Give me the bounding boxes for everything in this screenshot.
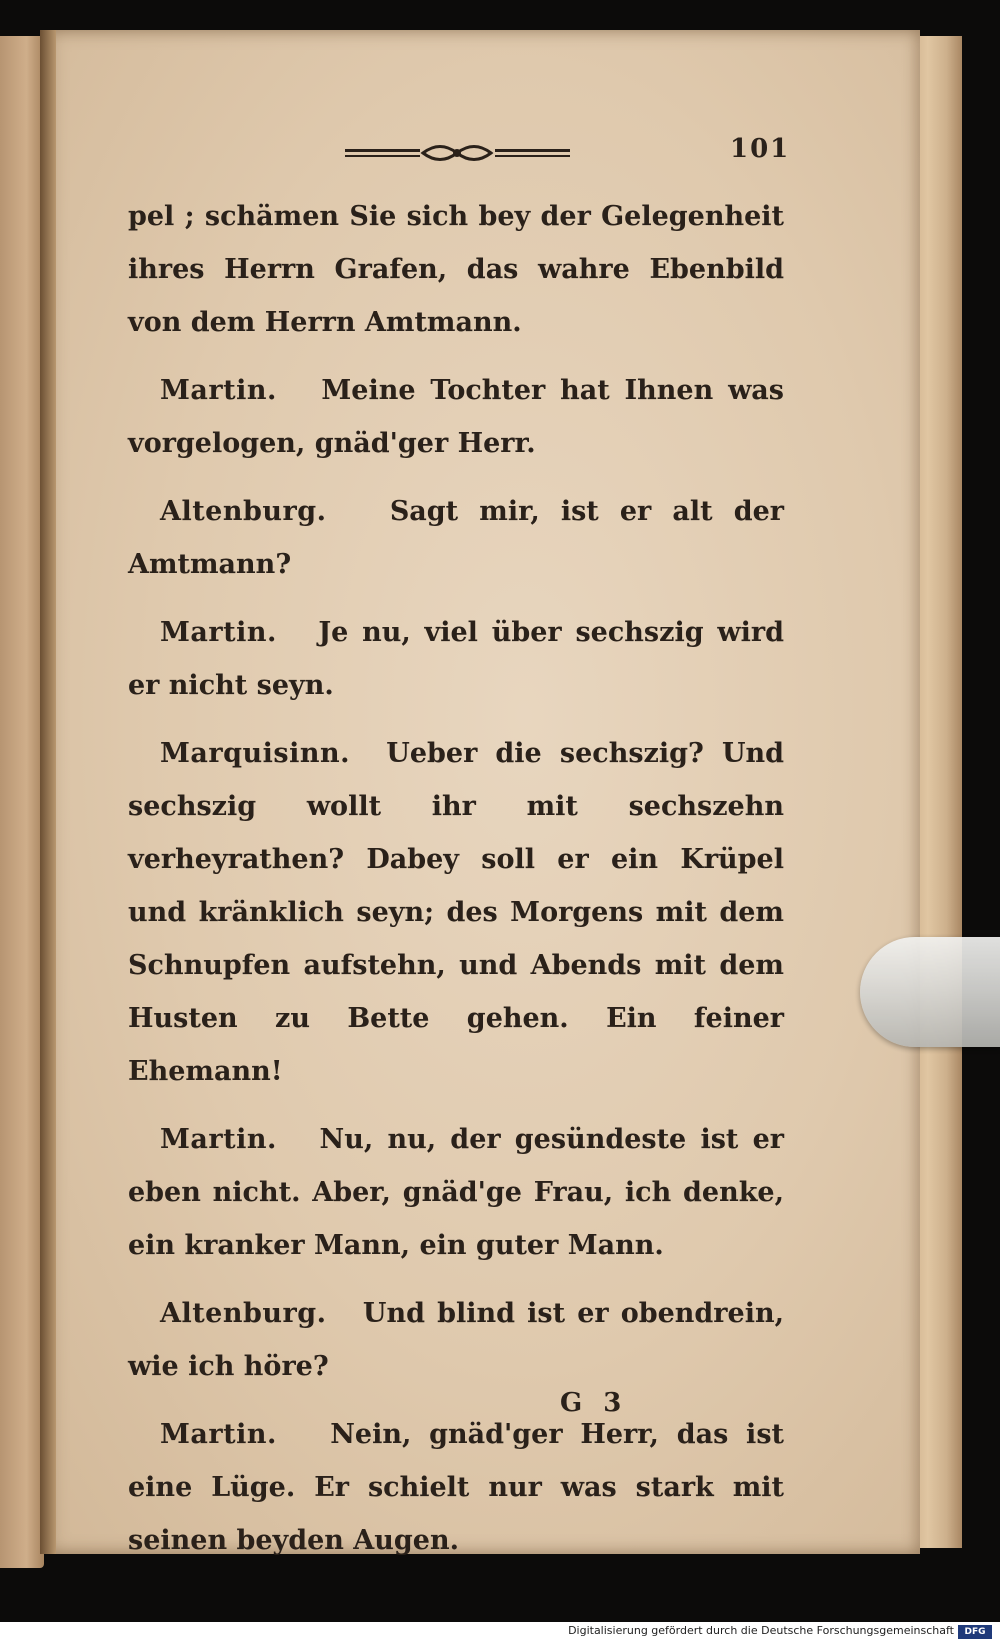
footer-credit: Digitalisierung gefördert durch die Deutsche Forschungsgemeinschaft — [568, 1624, 954, 1637]
dialogue-text: Je nu, viel über sechszig wird er nicht seyn. — [128, 617, 784, 701]
dfg-logo: DFG — [958, 1625, 992, 1639]
paragraph-text: pel ; schämen Sie sich bey der Gelegenheit ihres Herrn Grafen, das wahre Ebenbild von dem Herrn Amtmann. — [128, 201, 784, 338]
footer-bar — [0, 1622, 1000, 1642]
page-turn-tab[interactable] — [860, 937, 1000, 1047]
speaker-name: Marquisinn. — [160, 738, 350, 769]
dialogue-line — [128, 1408, 784, 1567]
dialogue-text: Meine Tochter hat Ihnen was vorgelogen, gnäd'ger Herr. — [128, 375, 785, 459]
page-text — [128, 190, 784, 1582]
previous-page-edge — [0, 36, 44, 1568]
paragraph — [128, 190, 784, 349]
book-gutter — [40, 30, 56, 1554]
dialogue-line — [128, 1287, 784, 1393]
header-ornament — [345, 138, 570, 168]
dialogue-line — [128, 727, 784, 1098]
dialogue-text: Sagt mir, ist er alt der Amtmann? — [128, 496, 784, 580]
speaker-name: Altenburg. — [160, 496, 327, 527]
speaker-name: Altenburg. — [160, 1298, 327, 1329]
dialogue-line — [128, 364, 784, 470]
speaker-name: Martin. — [160, 617, 277, 648]
dialogue-text: Nu, nu, der gesündeste ist er eben nicht. Aber, gnäd'ge Frau, ich denke, ein kranker Mann, ein guter Mann. — [128, 1124, 784, 1261]
dialogue-line — [128, 1113, 784, 1272]
speaker-name: Martin. — [160, 1419, 277, 1450]
page-number: 101 — [730, 134, 791, 164]
dialogue-text: Und blind ist er obendrein, wie ich höre? — [128, 1298, 784, 1382]
dialogue-line — [128, 485, 784, 591]
speaker-name: Martin. — [160, 1124, 277, 1155]
speaker-name: Martin. — [160, 375, 277, 406]
dialogue-text: Nein, gnäd'ger Herr, das ist eine Lüge. Er schielt nur was stark mit seinen beyden Augen. — [128, 1419, 784, 1556]
dialogue-line — [128, 606, 784, 712]
printer-signature: G 3 — [560, 1388, 628, 1418]
dialogue-text: Ueber die sechszig? Und sechszig wollt ihr mit sechszehn verheyrathen? Dabey soll er ein Krüpel und kränklich seyn; des Morgens mit dem Schnupfen aufstehn, und Abends mit dem Husten zu Bette gehen. Ein feiner Ehemann! — [128, 738, 784, 1087]
